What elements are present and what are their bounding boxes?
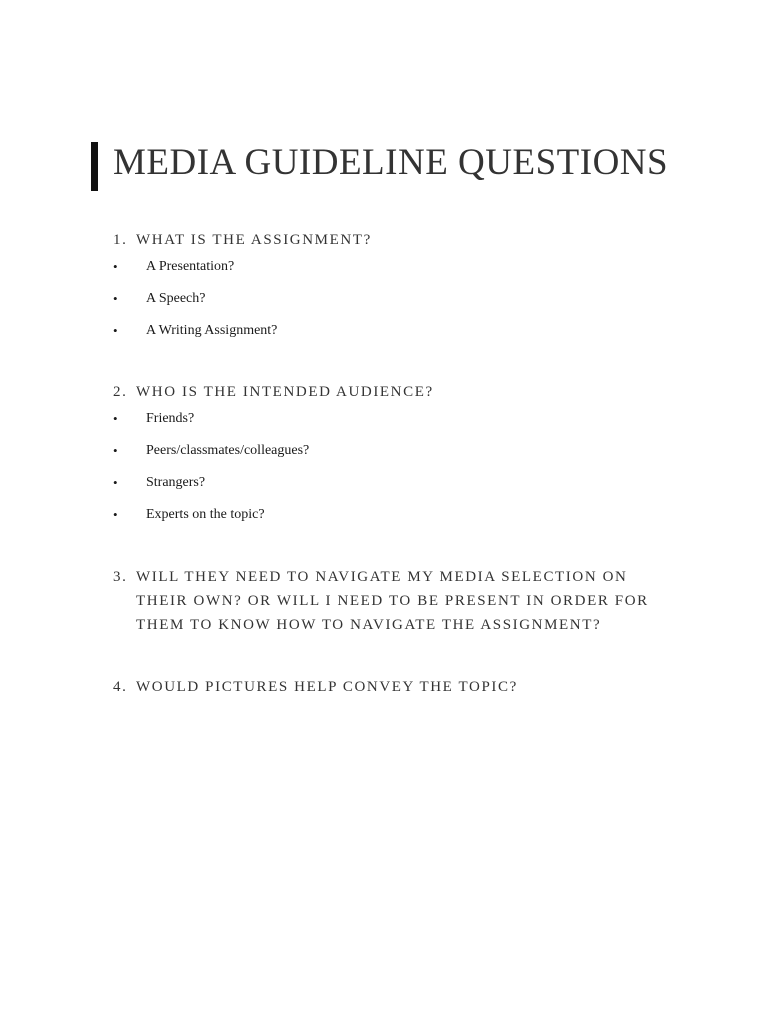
bullet-icon: • — [113, 411, 118, 426]
bullet-icon: • — [113, 323, 118, 338]
list-item-text: A Presentation? — [146, 259, 235, 274]
list-item — [113, 410, 194, 428]
section-2-question: WHO IS THE INTENDED AUDIENCE? — [136, 384, 434, 400]
list-item-text: Friends? — [146, 411, 195, 426]
section-4-question: WOULD PICTURES HELP CONVEY THE TOPIC? — [136, 679, 518, 695]
list-item — [113, 290, 205, 308]
page-title: MEDIA GUIDELINE QUESTIONS — [113, 142, 669, 183]
list-item — [113, 506, 265, 524]
list-item — [113, 322, 277, 340]
list-item — [113, 258, 234, 276]
section-2-heading — [113, 380, 676, 404]
section-3-heading — [113, 565, 676, 637]
list-item-text: Experts on the topic? — [146, 507, 265, 522]
title-accent-bar — [91, 142, 98, 191]
section-4-number: 4. — [113, 679, 128, 695]
section-2-number: 2. — [113, 384, 128, 400]
bullet-icon: • — [113, 475, 118, 490]
list-item-text: A Speech? — [146, 291, 206, 306]
section-1-heading — [113, 228, 676, 252]
section-3-question: WILL THEY NEED TO NAVIGATE MY MEDIA SELECTION ON THEIR OWN? OR WILL I NEED TO BE PRESENT IN ORDER FOR THEM TO KNOW HOW TO NAVIGATE THE ASSIGNMENT? — [136, 569, 649, 633]
section-1-number: 1. — [113, 232, 128, 248]
list-item-text: Peers/classmates/colleagues? — [146, 443, 310, 458]
list-item-text: Strangers? — [146, 475, 206, 490]
list-item-text: A Writing Assignment? — [146, 323, 278, 338]
bullet-icon: • — [113, 443, 118, 458]
list-item — [113, 474, 205, 492]
section-3-number: 3. — [113, 569, 128, 585]
bullet-icon: • — [113, 291, 118, 306]
bullet-icon: • — [113, 259, 118, 274]
bullet-icon: • — [113, 507, 118, 522]
section-4-heading — [113, 675, 676, 699]
section-1-question: WHAT IS THE ASSIGNMENT? — [136, 232, 372, 248]
list-item — [113, 442, 309, 460]
